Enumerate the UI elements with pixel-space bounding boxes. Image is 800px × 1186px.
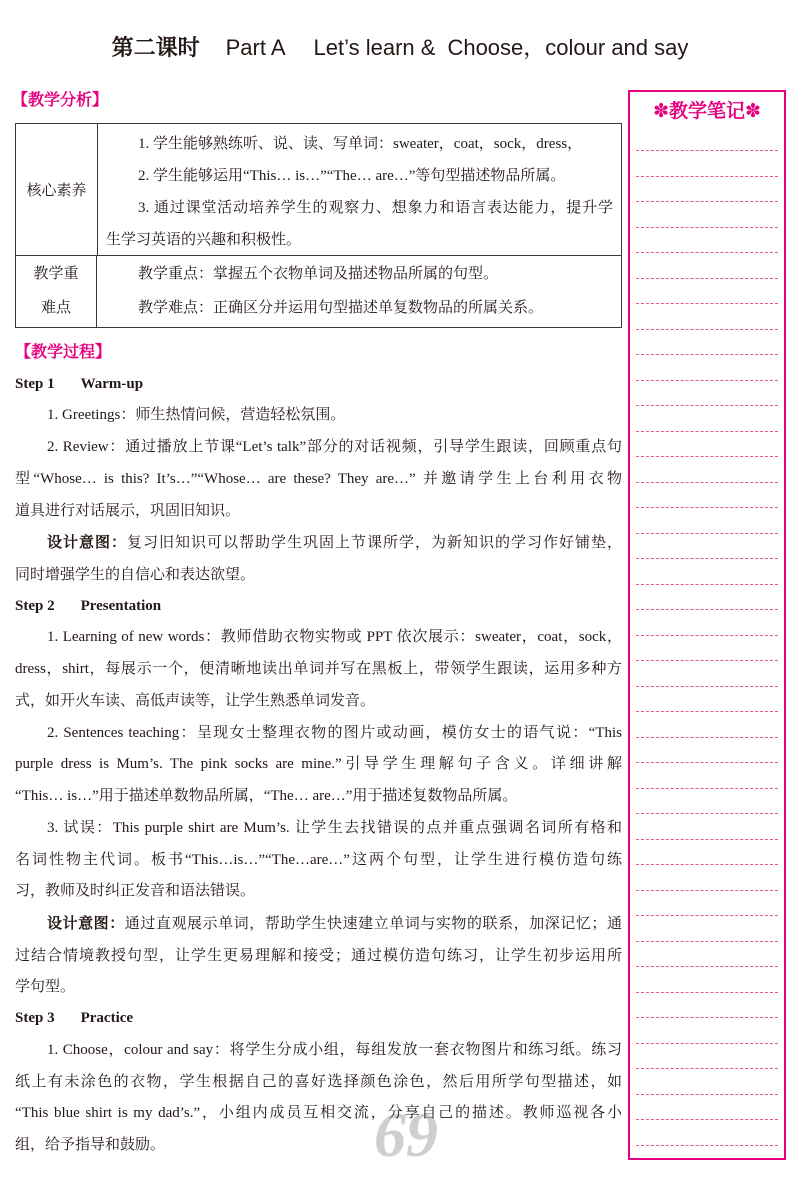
design-intent (15, 527, 622, 590)
note-line (636, 252, 778, 253)
step-label: Step 3 (15, 1010, 55, 1027)
note-line (636, 915, 778, 916)
step-heading (15, 1003, 622, 1035)
paragraph-line: 3. 试误：This purple shirt are Mum’s. 让学生去找错误的点并重点强调名词所有格和 (47, 819, 622, 836)
key-points-content (98, 256, 621, 327)
flower-icon (653, 101, 669, 122)
design-intent-label: 设计意图： (47, 534, 127, 552)
core-literacy-content (98, 124, 621, 255)
paragraph (15, 432, 622, 527)
step-title: Warm-up (80, 375, 144, 392)
note-line (636, 1068, 778, 1069)
note-line (636, 864, 778, 865)
paragraph-line: 组，给予指导和鼓励。 (15, 1136, 166, 1153)
design-intent-line (15, 527, 622, 559)
note-line (636, 201, 778, 202)
step-title: Presentation (80, 597, 162, 614)
paragraph-line: “This blue shirt is my dad’s.”，小组内成员互相交流，分享自己的描述。教师巡视各小 (15, 1105, 622, 1122)
note-line (636, 533, 778, 534)
lesson-number: 第二课时 (111, 35, 200, 60)
lesson-title (0, 30, 800, 66)
paragraph-line: dress，shirt，每展示一个，便清晰地读出单词并写在黑板上，带领学生跟读，运用多种方 (15, 661, 622, 678)
paragraph-line: 纸上有未涂色的衣物，学生根据自己的喜好选择颜色涂色，然后用所学句型描述，如 (15, 1073, 622, 1090)
note-line (636, 558, 778, 559)
note-line (636, 431, 778, 432)
key-points-row (16, 256, 621, 327)
paragraph-line: 名词性物主代词。板书“This…is…”“The…are…”这两个句型，让学生进行模仿造句练 (15, 851, 622, 868)
note-line (636, 303, 778, 304)
design-intent-line (15, 908, 622, 940)
teaching-notes-heading (630, 98, 784, 126)
note-line (636, 686, 778, 687)
design-intent-text: 通过直观展示单词，帮助学生快速建立单词与实物的联系，加深记忆；通 (124, 913, 622, 932)
note-line (636, 788, 778, 789)
note-line (636, 1119, 778, 1120)
note-line (636, 635, 778, 636)
analysis-table (15, 123, 622, 328)
core-literacy-row (16, 124, 621, 256)
design-intent-line: 学句型。 (15, 977, 76, 996)
paragraph-line: “This… is…”用于描述单数物品所属，“The… are…”用于描述复数物品所属。 (15, 788, 518, 805)
paragraph-line: 2. Sentences teaching：呈现女士整理衣物的图片或动画，模仿女士的语气说：“This (47, 724, 622, 741)
note-line (636, 176, 778, 177)
core-literacy-label (16, 124, 98, 255)
paragraph-line: 型“Whose… is this? It’s…”“Whose… are these? They are…” 并邀请学生上台利用衣物 (15, 470, 622, 487)
core-literacy-line: 2. 学生能够运用“This… is…”“The… are…”等句型描述物品所属。 (138, 168, 566, 184)
paragraph (15, 718, 622, 813)
note-line (636, 992, 778, 993)
teaching-notes-panel (628, 90, 786, 1160)
paragraph-line: purple dress is Mum’s. The pink socks are mine.”引导学生理解句子含义。详细讲解 (15, 756, 622, 773)
core-literacy-label-text: 核心素养 (26, 183, 87, 199)
note-line (636, 737, 778, 738)
lesson-topic-activity: Choose，colour and say (447, 35, 689, 60)
core-literacy-line: 3. 通过课堂活动培养学生的观察力、想象力和语言表达能力，提升学 (138, 200, 613, 216)
note-line (636, 380, 778, 381)
flower-icon (745, 101, 761, 122)
paragraph (15, 400, 622, 432)
note-line (636, 711, 778, 712)
core-literacy-line: 生学习英语的兴趣和积极性。 (106, 232, 302, 248)
step-title: Practice (80, 1010, 134, 1027)
note-line (636, 354, 778, 355)
design-intent (15, 908, 622, 1003)
note-line (636, 1043, 778, 1044)
note-line (636, 278, 778, 279)
design-intent-label: 设计意图： (47, 914, 125, 932)
note-line (636, 890, 778, 891)
paragraph-line: 道具进行对话展示，巩固旧知识。 (15, 502, 241, 519)
step-heading (15, 591, 622, 623)
note-line (636, 1145, 778, 1146)
teaching-notes-title: 教学笔记 (668, 101, 745, 122)
difficult-point-line: 教学难点：正确区分并运用句型描述单复数物品的所属关系。 (138, 300, 544, 316)
paragraph (15, 813, 622, 908)
note-line (636, 150, 778, 151)
paragraph-line: 式，如开火车读、高低声读等，让学生熟悉单词发音。 (15, 692, 376, 709)
key-point-line: 教学重点：掌握五个衣物单词及描述物品所属的句型。 (138, 266, 499, 282)
paragraph-line: 2. Review：通过播放上节课“Let’s talk”部分的对话视频，引导学生跟读，回顾重点句 (47, 439, 622, 456)
note-line (636, 660, 778, 661)
process-heading: 【教学过程】 (15, 344, 112, 361)
note-line (636, 966, 778, 967)
note-line (636, 609, 778, 610)
note-line (636, 482, 778, 483)
step-label: Step 2 (15, 597, 55, 614)
design-intent-line: 过结合情境教授句型，让学生更易理解和接受；通过模仿造句练习，让学生初步运用所 (15, 945, 622, 964)
paragraph-line: 1. Choose，colour and say：将学生分成小组，每组发放一套衣物图片和练习纸。练习 (47, 1041, 622, 1058)
key-points-label-line: 教学重 (33, 266, 79, 282)
step-heading (15, 369, 622, 401)
note-line (636, 762, 778, 763)
design-intent-text: 复习旧知识可以帮助学生巩固上节课所学，为新知识的学习作好铺垫， (127, 533, 622, 552)
note-line (636, 813, 778, 814)
page-number: 69 (374, 1099, 438, 1170)
note-line (636, 507, 778, 508)
note-line (636, 584, 778, 585)
note-line (636, 839, 778, 840)
teaching-process (15, 337, 622, 1162)
step-label: Step 1 (15, 375, 55, 392)
note-line (636, 329, 778, 330)
design-intent-line: 同时增强学生的自信心和表达欲望。 (15, 565, 256, 584)
paragraph-line: 习，教师及时纠正发音和语法错误。 (15, 883, 256, 900)
note-line (636, 941, 778, 942)
note-line (636, 405, 778, 406)
key-points-label (16, 256, 97, 327)
paragraph-line: 1. Greetings：师生热情问候，营造轻松氛围。 (47, 407, 346, 424)
note-line (636, 1017, 778, 1018)
paragraph (15, 622, 622, 717)
paragraph-line: 1. Learning of new words：教师借助衣物实物或 PPT 依次展示：sweater，coat，sock， (47, 629, 622, 646)
core-literacy-line: 1. 学生能够熟练听、说、读、写单词：sweater，coat，sock，dress， (138, 136, 583, 152)
paragraph (15, 1035, 622, 1162)
analysis-heading: 【教学分析】 (12, 92, 109, 109)
note-line (636, 456, 778, 457)
key-points-label-line: 难点 (40, 300, 71, 316)
note-line (636, 1094, 778, 1095)
lesson-topic: Let’s learn & (313, 35, 436, 60)
lesson-part: Part A (225, 35, 286, 60)
note-line (636, 227, 778, 228)
